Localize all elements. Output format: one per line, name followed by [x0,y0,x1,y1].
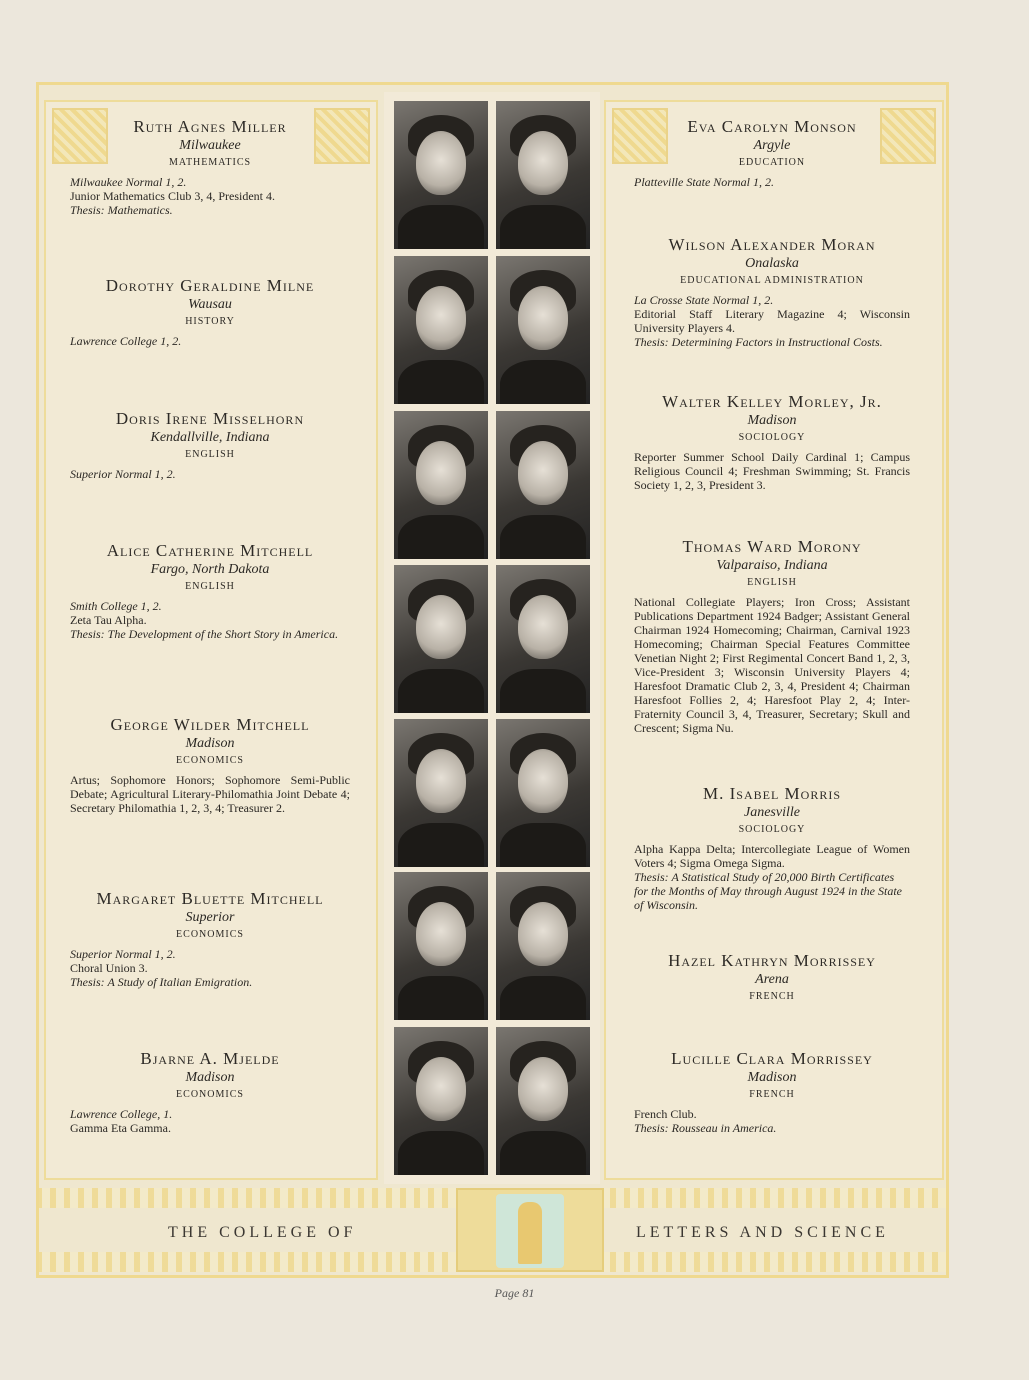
details: Smith College 1, 2. Zeta Tau Alpha. Thesis: The Development of the Short Story in America. [70,599,339,641]
hometown: Kendallville, Indiana [150,430,270,445]
portrait-photo [394,101,488,249]
footer-right-text: LETTERS AND SCIENCE [636,1224,889,1241]
entry-left-3 [70,541,350,641]
entry-left-1 [70,276,350,348]
hometown: Madison [747,1070,797,1085]
student-name: Eva Carolyn Monson [687,117,857,136]
details: Alpha Kappa Delta; Intercollegiate League of Women Voters 4; Sigma Omega Sigma. Thesis: A Statistical Study of 20,000 Birth Certificates for the Months of May through August 1924 in the State of Wisconsin. [634,842,910,912]
details: Superior Normal 1, 2. Choral Union 3. Thesis: A Study of Italian Emigration. [70,947,253,989]
student-name: Margaret Bluette Mitchell [96,889,324,908]
department: EDUCATIONAL ADMINISTRATION [680,275,864,286]
details: Superior Normal 1, 2. [70,467,176,481]
hometown: Janesville [744,805,800,820]
portrait-photo [394,1027,488,1175]
entry-left-0 [70,117,350,217]
department: SOCIOLOGY [738,824,806,835]
details: National Collegiate Players; Iron Cross; Assistant Publications Department 1924 Badger; Assistant General Chairman 1924 Homecoming; Chairman, Carnival 1923 Homecoming; Chairman Special Features Committee Venetian Night 2; First Regimental Concert Band 1, 2, 3, Vice-President 3; Wisconsin University Players 4; Haresfoot Dramatic Club 2, 3, 4, President 4; Chairman Haresfoot Follies 2, 4; Haresfoot Play 2, 4; Inter-Fraternity Council 3, 4, Treasurer, Secretary; Skull and Crescent; Sigma Nu. [634,595,910,735]
details: Reporter Summer School Daily Cardinal 1; Campus Religious Council 4; Freshman Swimming; St. Francis Society 1, 2, 3, President 3. [634,450,910,492]
department: FRENCH [749,991,795,1002]
department: ENGLISH [185,449,235,460]
student-name: Bjarne A. Mjelde [140,1049,280,1068]
portrait-photo [394,719,488,867]
department: EDUCATION [738,157,806,168]
portrait-photo [394,565,488,713]
portrait-photo [496,101,590,249]
details: Artus; Sophomore Honors; Sophomore Semi-Public Debate; Agricultural Literary-Philomathia Joint Debate 4; Secretary Philomathia 1, 2, 3, 4; Treasurer 2. [70,773,350,815]
student-name: Thomas Ward Morony [682,537,862,556]
hometown: Argyle [753,138,791,153]
footer-left-text: THE COLLEGE OF [168,1224,357,1241]
hometown: Wausau [188,297,232,312]
entry-right-0 [634,117,910,189]
student-name: Dorothy Geraldine Milne [105,276,315,295]
hometown: Arena [755,972,789,987]
hometown: Onalaska [745,256,799,271]
hometown: Superior [185,910,235,925]
hometown: Madison [185,1070,235,1085]
details: French Club. Thesis: Rousseau in America. [634,1107,777,1135]
student-name: George Wilder Mitchell [110,715,310,734]
hometown: Valparaiso, Indiana [716,558,828,573]
entry-left-2 [70,409,350,481]
department: ECONOMICS [176,929,244,940]
department: SOCIOLOGY [738,432,806,443]
student-name: Doris Irene Misselhorn [115,409,305,428]
entry-left-6 [70,1049,350,1135]
student-name: Wilson Alexander Moran [668,235,876,254]
details: Platteville State Normal 1, 2. [634,175,774,189]
page-number: Page 81 [494,1286,535,1300]
department: ENGLISH [747,577,797,588]
entry-right-5 [634,951,910,1005]
entry-right-2 [634,392,910,492]
entry-right-3 [634,537,910,735]
portrait-photo [496,565,590,713]
hometown: Fargo, North Dakota [150,562,270,577]
hometown: Milwaukee [179,138,241,153]
statue-emblem-icon [456,1188,604,1272]
portrait-photo [496,256,590,404]
department: ECONOMICS [176,1089,244,1100]
department: MATHEMATICS [168,157,252,168]
entry-left-4 [70,715,350,815]
portrait-photo [394,256,488,404]
student-name: M. Isabel Morris [703,784,841,803]
entry-right-4 [634,784,910,912]
student-name: Hazel Kathryn Morrissey [668,951,876,970]
portrait-photo [394,872,488,1020]
portrait-photo [496,1027,590,1175]
department: ECONOMICS [176,755,244,766]
department: ENGLISH [185,581,235,592]
details: La Crosse State Normal 1, 2. Editorial Staff Literary Magazine 4; Wisconsin University Players 4. Thesis: Determining Factors in Instructional Costs. [634,293,910,349]
student-name: Lucille Clara Morrissey [671,1049,873,1068]
entry-right-1 [634,235,910,349]
department: FRENCH [749,1089,795,1100]
student-name: Ruth Agnes Miller [133,117,287,136]
portrait-photo [496,872,590,1020]
student-name: Alice Catherine Mitchell [106,541,314,560]
portrait-photo [394,411,488,559]
details: Lawrence College 1, 2. [70,334,182,348]
portrait-photo [496,719,590,867]
hometown: Madison [185,736,235,751]
hometown: Madison [747,413,797,428]
entry-right-6 [634,1049,910,1135]
portrait-photo [496,411,590,559]
details: Lawrence College, 1. Gamma Eta Gamma. [70,1107,173,1135]
details: Milwaukee Normal 1, 2. Junior Mathematics Club 3, 4, President 4. Thesis: Mathematics. [70,175,275,217]
entry-left-5 [70,889,350,989]
department: HISTORY [185,316,235,327]
student-name: Walter Kelley Morley, Jr. [662,392,882,411]
